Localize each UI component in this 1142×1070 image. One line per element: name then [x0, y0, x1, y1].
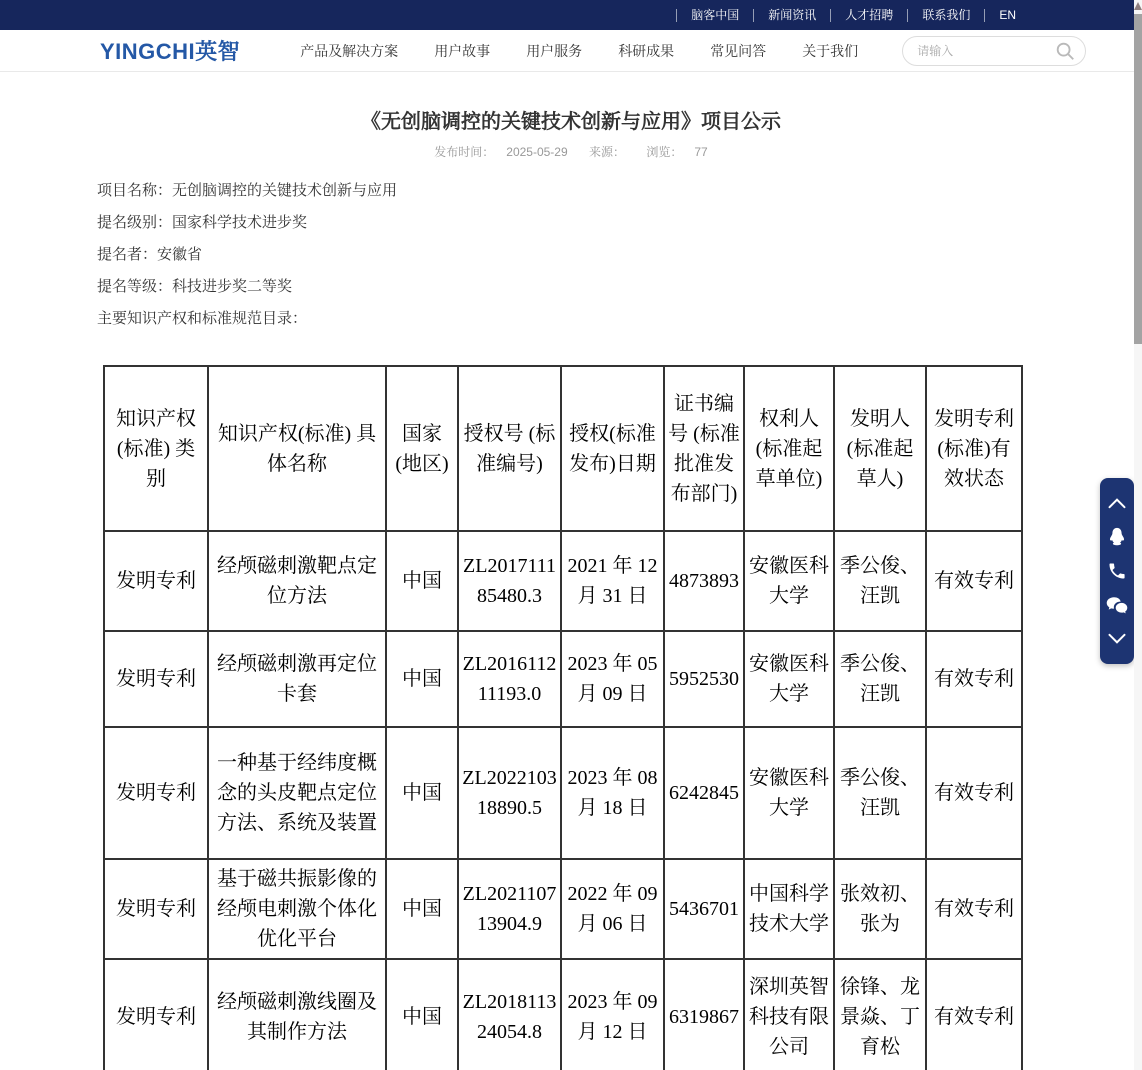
table-cell: 张效初、张为 [834, 859, 926, 959]
phone-icon [1107, 561, 1127, 581]
topbar-link-naoke-china[interactable]: 脑客中国 [676, 9, 753, 22]
table-cell: 2022 年 09 月 06 日 [561, 859, 664, 959]
chevron-up-icon [1107, 496, 1127, 510]
topbar-link-contact[interactable]: 联系我们 [907, 9, 984, 22]
col-header-number: 授权号 (标准编号) [458, 366, 561, 531]
chevron-down-icon [1107, 632, 1127, 646]
ip-catalog-line: 主要知识产权和标准规范目录： [97, 310, 308, 327]
table-row [104, 859, 1022, 959]
table-cell: ZL201811324054.8 [458, 959, 561, 1070]
topbar [0, 0, 1142, 30]
nominator-line: 提名者：安徽省 [97, 246, 203, 263]
search-box [902, 36, 1086, 66]
scrollbar-up-arrow[interactable] [1134, 2, 1142, 10]
nav-item-products[interactable]: 产品及解决方案 [300, 42, 399, 59]
nav-item-about[interactable]: 关于我们 [802, 42, 859, 59]
article-meta [0, 143, 1142, 160]
search-icon[interactable] [1054, 40, 1076, 62]
table-cell: 2023 年 09 月 12 日 [561, 959, 664, 1070]
table-cell: 中国 [386, 531, 458, 631]
table-cell: 有效专利 [926, 531, 1022, 631]
table-cell: 安徽医科大学 [744, 727, 834, 859]
phone-contact-button[interactable] [1100, 554, 1134, 588]
table-cell: 中国 [386, 859, 458, 959]
nav-item-research[interactable]: 科研成果 [618, 42, 675, 59]
nav-item-faq[interactable]: 常见问答 [710, 42, 767, 59]
topbar-link-news[interactable]: 新闻资讯 [753, 9, 830, 22]
source-label: 来源： [589, 145, 626, 159]
scroll-top-button[interactable] [1100, 486, 1134, 520]
col-header-cert: 证书编号 (标准批准发布部门) [664, 366, 744, 531]
table-cell: 发明专利 [104, 727, 208, 859]
table-cell: ZL201711185480.3 [458, 531, 561, 631]
qq-icon [1106, 526, 1128, 548]
table-cell: 经颅磁刺激靶点定位方法 [208, 531, 386, 631]
main-nav [300, 41, 894, 61]
table-cell: 安徽医科大学 [744, 531, 834, 631]
table-cell: ZL202210318890.5 [458, 727, 561, 859]
wechat-icon [1105, 595, 1129, 615]
main-header [0, 30, 1142, 72]
table-cell: 中国 [386, 631, 458, 727]
table-cell: 中国科学技术大学 [744, 859, 834, 959]
article-content [0, 72, 1142, 1070]
topbar-link-english[interactable]: EN [984, 9, 1022, 22]
table-cell: 6319867 [664, 959, 744, 1070]
table-cell: 季公俊、汪凯 [834, 531, 926, 631]
table-row [104, 531, 1022, 631]
nav-item-user-stories[interactable]: 用户故事 [434, 42, 491, 59]
table-row [104, 727, 1022, 859]
table-cell: 深圳英智科技有限公司 [744, 959, 834, 1070]
table-cell: 安徽医科大学 [744, 631, 834, 727]
table-cell: 有效专利 [926, 727, 1022, 859]
table-cell: 2021 年 12 月 31 日 [561, 531, 664, 631]
article-paragraphs [97, 175, 1142, 335]
table-cell: 基于磁共振影像的经颅电刺激个体化优化平台 [208, 859, 386, 959]
floating-side-widget [1100, 478, 1134, 664]
table-cell: 5436701 [664, 859, 744, 959]
publish-time: 发布时间： 2025-05-29 [434, 145, 568, 159]
table-cell: 有效专利 [926, 959, 1022, 1070]
table-cell: 有效专利 [926, 631, 1022, 727]
project-name-line: 项目名称：无创脑调控的关键技术创新与应用 [97, 182, 398, 199]
col-header-status: 发明专利 (标准)有效状态 [926, 366, 1022, 531]
scrollbar-thumb[interactable] [1134, 14, 1142, 344]
table-header-row [104, 366, 1022, 531]
table-cell: 一种基于经纬度概念的头皮靶点定位方法、系统及装置 [208, 727, 386, 859]
table-cell: 中国 [386, 727, 458, 859]
site-logo[interactable]: YINGCHI英智 [100, 39, 241, 64]
scroll-bottom-button[interactable] [1100, 622, 1134, 656]
col-header-date: 授权(标准 发布)日期 [561, 366, 664, 531]
table-cell: 经颅磁刺激再定位卡套 [208, 631, 386, 727]
table-cell: 发明专利 [104, 859, 208, 959]
page-title: 《无创脑调控的关键技术创新与应用》项目公示 [361, 111, 781, 133]
nomination-grade-line: 提名等级：科技进步奖二等奖 [97, 278, 293, 295]
table-cell: 2023 年 05 月 09 日 [561, 631, 664, 727]
table-cell: 季公俊、汪凯 [834, 727, 926, 859]
wechat-contact-button[interactable] [1100, 588, 1134, 622]
page-scrollbar[interactable] [1134, 0, 1142, 1070]
view-count: 浏览： 77 [646, 145, 708, 159]
table-row [104, 959, 1022, 1070]
table-cell: 经颅磁刺激线圈及其制作方法 [208, 959, 386, 1070]
table-cell: 有效专利 [926, 859, 1022, 959]
ip-table [103, 365, 1023, 1070]
table-cell: 5952530 [664, 631, 744, 727]
nomination-level-line: 提名级别：国家科学技术进步奖 [97, 214, 308, 231]
col-header-category: 知识产权 (标准) 类别 [104, 366, 208, 531]
table-row [104, 631, 1022, 727]
col-header-name: 知识产权(标准) 具体名称 [208, 366, 386, 531]
table-cell: 徐锋、龙景焱、丁育松 [834, 959, 926, 1070]
table-cell: 中国 [386, 959, 458, 1070]
table-cell: 4873893 [664, 531, 744, 631]
table-cell: 发明专利 [104, 959, 208, 1070]
table-cell: 季公俊、汪凯 [834, 631, 926, 727]
table-cell: ZL201611211193.0 [458, 631, 561, 727]
topbar-link-careers[interactable]: 人才招聘 [830, 9, 907, 22]
table-cell: 6242845 [664, 727, 744, 859]
col-header-owner: 权利人 (标准起草单位) [744, 366, 834, 531]
nav-item-user-services[interactable]: 用户服务 [526, 42, 583, 59]
table-cell: 发明专利 [104, 631, 208, 727]
table-cell: 发明专利 [104, 531, 208, 631]
qq-contact-button[interactable] [1100, 520, 1134, 554]
table-cell: 2023 年 08 月 18 日 [561, 727, 664, 859]
col-header-inventor: 发明人 (标准起草人) [834, 366, 926, 531]
col-header-country: 国家 (地区) [386, 366, 458, 531]
table-cell: ZL202110713904.9 [458, 859, 561, 959]
